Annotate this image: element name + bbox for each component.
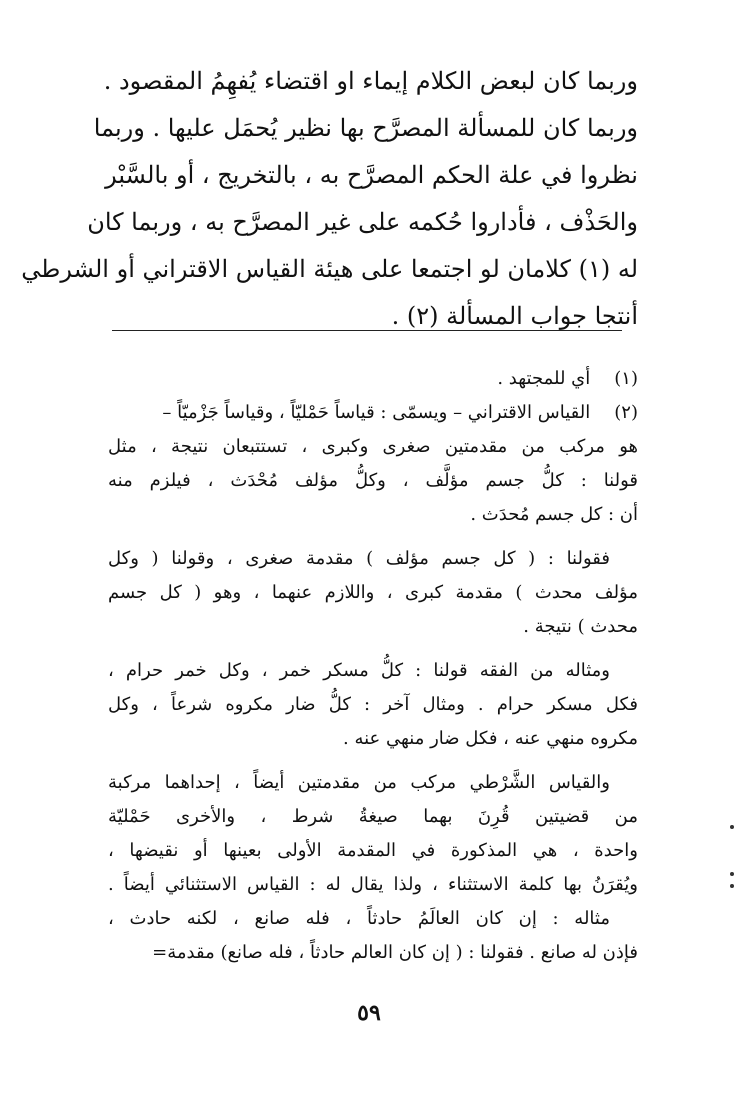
main-text-line: له (١) كلامان لو اجتمعا على هيئة القياس الاقتراني أو الشرطي <box>21 255 638 283</box>
footnote-line: مثاله : إن كان العالَمُ حادثاً ، فله صانع ، لكنه حادث ، <box>108 908 610 929</box>
footnote-line: ومثاله من الفقه قولنا : كلُّ مسكر خمر ، وكل خمر حرام ، <box>108 660 610 681</box>
footnote-line: مؤلف محدث ) مقدمة كبرى ، واللازم عنهما ، وهو ( كل جسم <box>108 582 638 603</box>
footnote-line: فكل مسكر حرام . ومثال آخر : كلُّ ضار مكروه شرعاً ، وكل <box>108 694 638 715</box>
footnotes-block <box>108 362 638 963</box>
footnote-line: أن : كل جسم مُحدَث . <box>470 504 638 525</box>
main-text-line: أنتجا جواب المسألة (٢) . <box>391 302 638 330</box>
footnote-number: (٢) <box>614 402 638 423</box>
footnote-line: من قضيتين قُرِنَ بهما صيغةُ شرط ، والأخرى حَمْليّة <box>108 806 638 827</box>
main-text-line: نظروا في علة الحكم المصرَّح به ، بالتخريج ، أو بالسَّبْر <box>105 161 638 189</box>
footnote-line: ويُقرَنُ بها كلمة الاستثناء ، ولذا يقال له : القياس الاستثنائي أيضاً . <box>108 874 638 895</box>
footnote-2 <box>108 396 638 430</box>
main-text-block <box>21 58 638 340</box>
footnote-line: فإذن له صانع . فقولنا : ( إن كان العالم حادثاً ، فله صانع) مقدمة= <box>152 942 638 963</box>
page-number: ٥٩ <box>357 1000 381 1026</box>
footnote-separator <box>112 330 622 331</box>
footnote-line: والقياس الشَّرْطي مركب من مقدمتين أيضاً ، إحداهما مركبة <box>108 772 610 793</box>
footnote-line: محدث ) نتيجة . <box>523 616 638 637</box>
footnote-1 <box>108 362 638 396</box>
main-text-line: وربما كان للمسألة المصرَّح بها نظير يُحمَل عليها . وربما <box>93 114 638 142</box>
main-text-line: والحَذْف ، فأداروا حُكمه على غير المصرَّح به ، وربما كان <box>87 208 638 236</box>
footnote-line: هو مركب من مقدمتين صغرى وكبرى ، تستتبعان نتيجة ، مثل <box>108 436 638 457</box>
margin-dot <box>730 872 734 876</box>
footnote-2-body <box>108 430 638 970</box>
footnote-line: قولنا : كلُّ جسم مؤلَّف ، وكلُّ مؤلف مُحْدَث ، فيلزم منه <box>108 470 638 491</box>
footnote-text: القياس الاقتراني – ويسمّى : قياساً حَمْليّاً ، وقياساً جَزْميّاً – <box>162 402 591 423</box>
margin-dot <box>730 825 734 829</box>
main-text-line: وربما كان لبعض الكلام إيماء او اقتضاء يُفهِمُ المقصود . <box>103 67 638 95</box>
footnote-number: (١) <box>614 368 638 389</box>
footnote-text: أي للمجتهد . <box>497 368 591 389</box>
footnote-line: واحدة ، هي المذكورة في المقدمة الأولى بعينها أو نقيضها ، <box>108 840 638 861</box>
margin-dot <box>730 884 734 888</box>
footnote-line: مكروه منهي عنه ، فكل ضار منهي عنه . <box>343 728 638 749</box>
footnote-line: فقولنا : ( كل جسم مؤلف ) مقدمة صغرى ، وقولنا ( وكل <box>108 548 610 569</box>
